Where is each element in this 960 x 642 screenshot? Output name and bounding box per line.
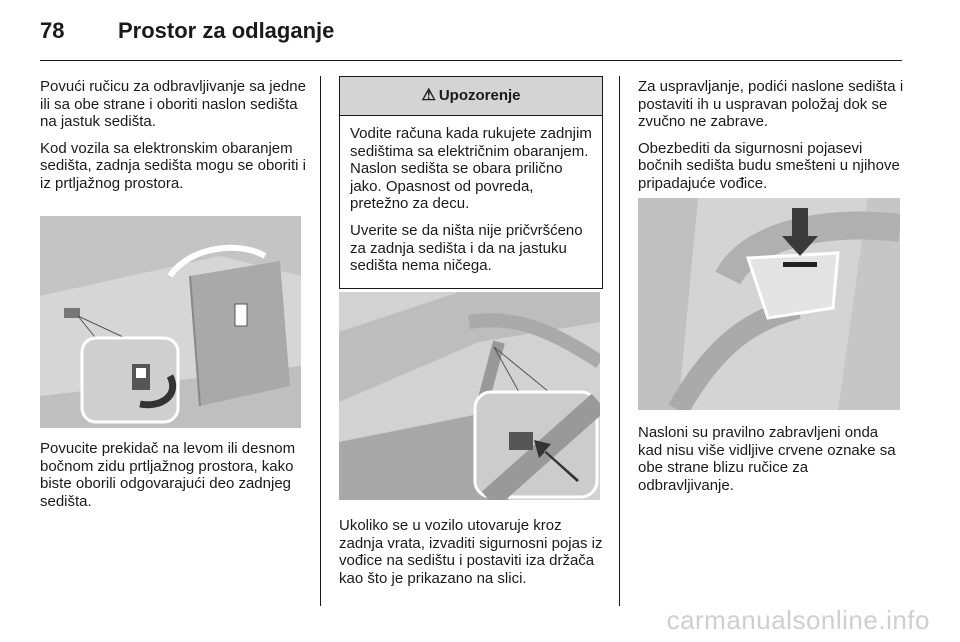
warning-paragraph-2: Uverite se da ništa nije pričvršćeno za zadnja sedišta i da na jastuku sedišta nema ničega.	[350, 221, 583, 275]
figure-seat-belt-holder	[339, 292, 600, 500]
col1-paragraph-2: Kod vozila sa elektronskim obaranjem sedišta, zadnja sedišta mogu se oboriti i iz prtljažnog prostora.	[40, 139, 306, 192]
col1-paragraph-3: Povucite prekidač na levom ili desnom bočnom zidu prtljažnog prostora, kako biste oborili odgovarajući deo zadnjeg sedišta.	[40, 440, 296, 510]
column-3	[638, 78, 904, 202]
column-divider-1	[320, 76, 321, 606]
warning-title: Upozorenje	[438, 87, 521, 105]
col2-paragraph-1: Ukoliko se u vozilo utovaruje kroz zadnja vrata, izvaditi sigurnosni pojas iz vođice na sedištu i postaviti iza držača kao što je prikazano na slici.	[339, 517, 603, 587]
column-2	[339, 76, 603, 289]
col1-paragraph-1: Povući ručicu za odbravljivanje sa jedne ili sa obe strane i oboriti naslon sedišta na jastuk sedišta.	[40, 78, 306, 131]
col3-paragraph-2: Obezbediti da sigurnosni pojasevi bočnih sedišta budu smešteni u njihove pripadajuće vođice.	[638, 139, 900, 192]
warning-box	[339, 76, 603, 289]
watermark: carmanualsonline.info	[666, 605, 930, 635]
column-1	[40, 78, 308, 202]
warning-paragraph-1: Vodite računa kada rukujete zadnjim sedištima sa električnim obaranjem. Naslon sedišta se obara prilično jako. Opasnost od povreda, pretežno za decu.	[350, 125, 592, 213]
figure-seat-belt-guide	[638, 198, 900, 410]
column-2-lower	[339, 517, 603, 596]
column-3-lower	[638, 424, 904, 503]
figure-seat-switch	[40, 216, 301, 428]
warning-header	[340, 77, 602, 116]
warning-triangle-icon: ⚠	[421, 87, 436, 105]
col3-paragraph-1: Za uspravljanje, podići naslone sedišta i postaviti ih u uspravan položaj dok se zvučno ne zabrave.	[638, 78, 904, 131]
page-title: Prostor za odlaganje	[118, 18, 335, 43]
page-header	[40, 18, 334, 50]
column-1-lower	[40, 440, 308, 519]
header-rule	[40, 60, 902, 61]
warning-body	[340, 116, 602, 288]
page-number: 78	[40, 18, 65, 43]
col3-paragraph-3: Nasloni su pravilno zabravljeni onda kad nisu više vidljive crvene oznake sa obe strane blizu ručice za odbravljivanje.	[638, 424, 896, 494]
column-divider-2	[619, 76, 620, 606]
